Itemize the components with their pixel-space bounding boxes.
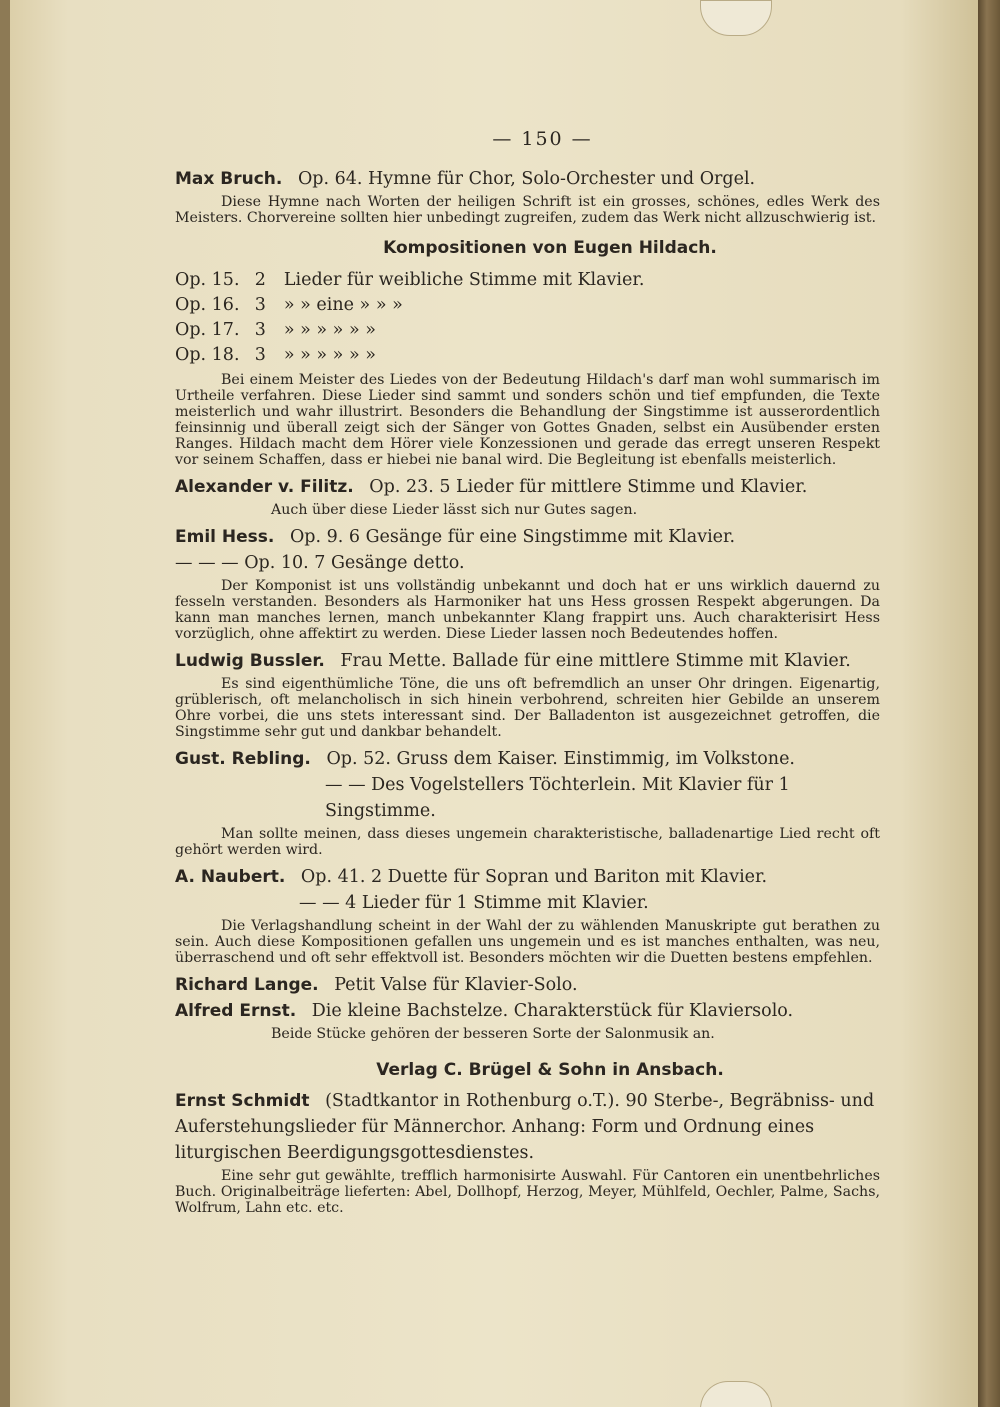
section-heading-hildach: Kompositionen von Eugen Hildach. [383, 238, 717, 258]
composer-name: Gust. Rebling. [175, 749, 311, 769]
work-title: Frau Mette. Ballade für eine mittlere Stimme mit Klavier. [340, 651, 851, 671]
composer-name: Emil Hess. [175, 527, 275, 547]
entry-ernst [175, 998, 880, 1024]
op-number: Op. 17. [175, 320, 240, 340]
work-title: Die kleine Bachstelze. Charakterstück für Klaviersolo. [311, 1001, 794, 1021]
work-title-2: — — 4 Lieder für 1 Stimme mit Klavier. [299, 893, 649, 913]
hildach-op-list [175, 266, 880, 366]
song-count: 3 [254, 320, 266, 340]
op-number: Op. 16. [175, 295, 240, 315]
op-description: Lieder für weibliche Stimme mit Klavier. [283, 270, 645, 290]
work-title: Op. 41. 2 Duette für Sopran und Bariton mit Klavier. [300, 867, 768, 887]
work-title: Op. 64. Hymne für Chor, Solo-Orchester und Orgel. [297, 169, 756, 189]
work-title: (Stadtkantor in Rothenburg o.T.). 90 Sterbe-, Begräbniss- und Auferstehungslieder für Männerchor. Anhang: Form und Ordnung eines liturgischen Beerdigungsgottesdienstes. [175, 1091, 875, 1163]
entry-filitz [175, 474, 880, 500]
list-item [175, 341, 880, 366]
entry-rebling [175, 746, 880, 772]
review-note: Der Komponist ist uns vollständig unbekannt und doch hat er uns wirklich dauernd zu fesseln verstanden. Besonders als Harmoniker hat uns Hess grossen Respekt abgerungen. Da kann man manches lernen, manch unbekannter Klang frappirt uns. Auch charakterisirt Hess vorzüglich, ohne affektirt zu werden. Diese Lieder lassen noch Bedeutendes hoffen. [175, 578, 880, 642]
op-number: Op. 18. [175, 345, 240, 365]
page-tab-top [700, 0, 772, 36]
entry-bruch [175, 166, 880, 192]
work-title: Op. 9. 6 Gesänge für eine Singstimme mit Klavier. [289, 527, 736, 547]
review-note: Die Verlagshandlung scheint in der Wahl der zu wählenden Manuskripte gut berathen zu sein. Auch diese Kompositionen gefallen uns ungemein und es ist manches enthalten, was neu, überraschend und oft sehr effektvoll ist. Besonders möchten wir die Duetten bestens empfehlen. [175, 918, 880, 966]
page-text [175, 128, 880, 1222]
review-note: Eine sehr gut gewählte, trefflich harmonisirte Auswahl. Für Cantoren ein unentbehrliches Buch. Originalbeiträge lieferten: Abel, Dollhopf, Herzog, Meyer, Mühlfeld, Oechler, Palme, Sachs, Wolfrum, Lahn etc. etc. [175, 1168, 880, 1216]
op-description: » » eine » » » [283, 295, 403, 315]
entry-naubert [175, 864, 880, 890]
entry-bussler [175, 648, 880, 674]
work-title: Petit Valse für Klavier-Solo. [334, 975, 578, 995]
page-tab-bottom [700, 1381, 772, 1407]
work-title: Op. 23. 5 Lieder für mittlere Stimme und Klavier. [369, 477, 808, 497]
composer-name: Ernst Schmidt [175, 1091, 310, 1111]
entry-lange [175, 972, 880, 998]
song-count: 2 [254, 270, 266, 290]
entry-schmidt [175, 1088, 880, 1166]
composer-name: Ludwig Bussler. [175, 651, 325, 671]
book-page [10, 0, 978, 1407]
song-count: 3 [254, 295, 266, 315]
op-description: » » » » » » [283, 320, 376, 340]
op-description: » » » » » » [283, 345, 376, 365]
song-count: 3 [254, 345, 266, 365]
composer-name: A. Naubert. [175, 867, 286, 887]
op-number: Op. 15. [175, 270, 240, 290]
list-item [175, 291, 880, 316]
work-title: Op. 52. Gruss dem Kaiser. Einstimmig, im Volkstone. [326, 749, 795, 769]
section-heading-bruegel: Verlag C. Brügel & Sohn in Ansbach. [376, 1060, 724, 1080]
page-number: — 150 — [492, 128, 593, 150]
review-note: Auch über diese Lieder lässt sich nur Gutes sagen. [271, 502, 638, 518]
work-title-2: — — — Op. 10. 7 Gesänge detto. [175, 553, 465, 573]
composer-name: Max Bruch. [175, 169, 283, 189]
composer-name: Alfred Ernst. [175, 1001, 297, 1021]
review-note: Bei einem Meister des Liedes von der Bedeutung Hildach's darf man wohl summarisch im Urtheile verfahren. Diese Lieder sind sammt und sonders schön und tief empfunden, die Texte meisterlich und wahr illustrirt. Besonders die Behandlung der Singstimme ist ausserordentlich feinsinnig und überall zeigt sich der Sänger von Gottes Gnaden, selbst ein Ausübender ersten Ranges. Hildach macht dem Hörer viele Konzessionen und gerade das erregt unseren Respekt vor seinem Schaffen, dass er hiebei nie banal wird. Die Begleitung ist ebenfalls meisterlich. [175, 372, 880, 468]
review-note: Beide Stücke gehören der besseren Sorte der Salonmusik an. [271, 1026, 715, 1042]
review-note: Man sollte meinen, dass dieses ungemein charakteristische, balladenartige Lied recht oft gehört werden wird. [175, 826, 880, 858]
review-note: Es sind eigenthümliche Töne, die uns oft befremdlich an unser Ohr dringen. Eigenartig, grüblerisch, oft melancholisch in sich hinein verbohrend, schreiten hier Gebilde an unserem Ohre vorbei, die uns stets interessant sind. Der Balladenton ist ausgezeichnet getroffen, die Singstimme sehr gut und dankbar behandelt. [175, 676, 880, 740]
book-spine [978, 0, 1000, 1407]
composer-name: Alexander v. Filitz. [175, 477, 354, 497]
composer-name: Richard Lange. [175, 975, 319, 995]
list-item [175, 266, 880, 291]
review-note: Diese Hymne nach Worten der heiligen Schrift ist ein grosses, schönes, edles Werk des Meisters. Chorvereine sollten hier unbedingt zugreifen, zudem das Werk nicht allzuschwierig ist. [175, 194, 880, 226]
entry-hess [175, 524, 880, 550]
list-item [175, 316, 880, 341]
work-title-2: — — Des Vogelstellers Töchterlein. Mit Klavier für 1 Singstimme. [325, 775, 790, 821]
